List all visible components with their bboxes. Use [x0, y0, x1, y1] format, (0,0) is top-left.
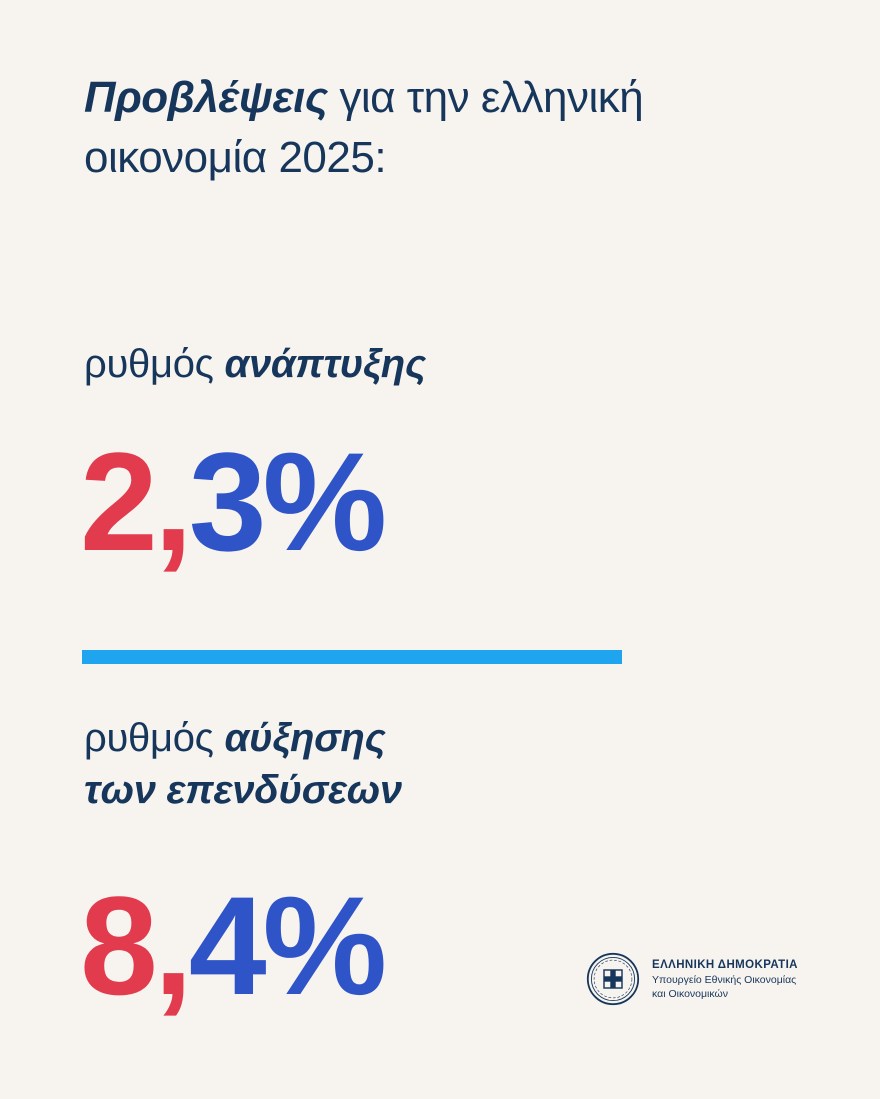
title-line-1 [84, 68, 824, 128]
ministry-logo [586, 952, 798, 1006]
metric-label-investment-strong: αύξησης [224, 716, 386, 760]
metric-value-growth-integer: 2, [80, 423, 189, 580]
page-title [84, 68, 824, 188]
ministry-logo-text [652, 958, 798, 1001]
metric-label-investment-strong-2: των επενδύσεων [84, 768, 402, 812]
metric-value-growth-decimal: 3% [188, 423, 384, 580]
metric-label-investment-plain: ρυθμός [84, 716, 225, 760]
metric-label-growth [84, 338, 426, 390]
metric-value-investment-integer: 8, [80, 867, 189, 1024]
title-line-2: οικονομία 2025: [84, 133, 387, 182]
ministry-logo-title: ΕΛΛΗΝΙΚΗ ΔΗΜΟΚΡΑΤΙΑ [652, 958, 798, 971]
title-emphasis: Προβλέψεις [84, 73, 328, 122]
ministry-logo-sub-1: Υπουργείο Εθνικής Οικονομίας [652, 973, 797, 986]
metric-value-growth [80, 423, 384, 580]
metric-label-investment [84, 712, 604, 816]
section-divider [82, 650, 622, 664]
metric-label-growth-plain: ρυθμός [84, 342, 225, 386]
metric-label-growth-strong: ανάπτυξης [224, 342, 426, 386]
metric-value-investment [80, 867, 384, 1024]
ministry-logo-sub-2: και Οικονομικών [652, 987, 728, 1000]
greek-republic-emblem-icon [586, 952, 640, 1006]
metric-value-investment-decimal: 4% [188, 867, 384, 1024]
title-rest: για την ελληνική [327, 73, 644, 122]
